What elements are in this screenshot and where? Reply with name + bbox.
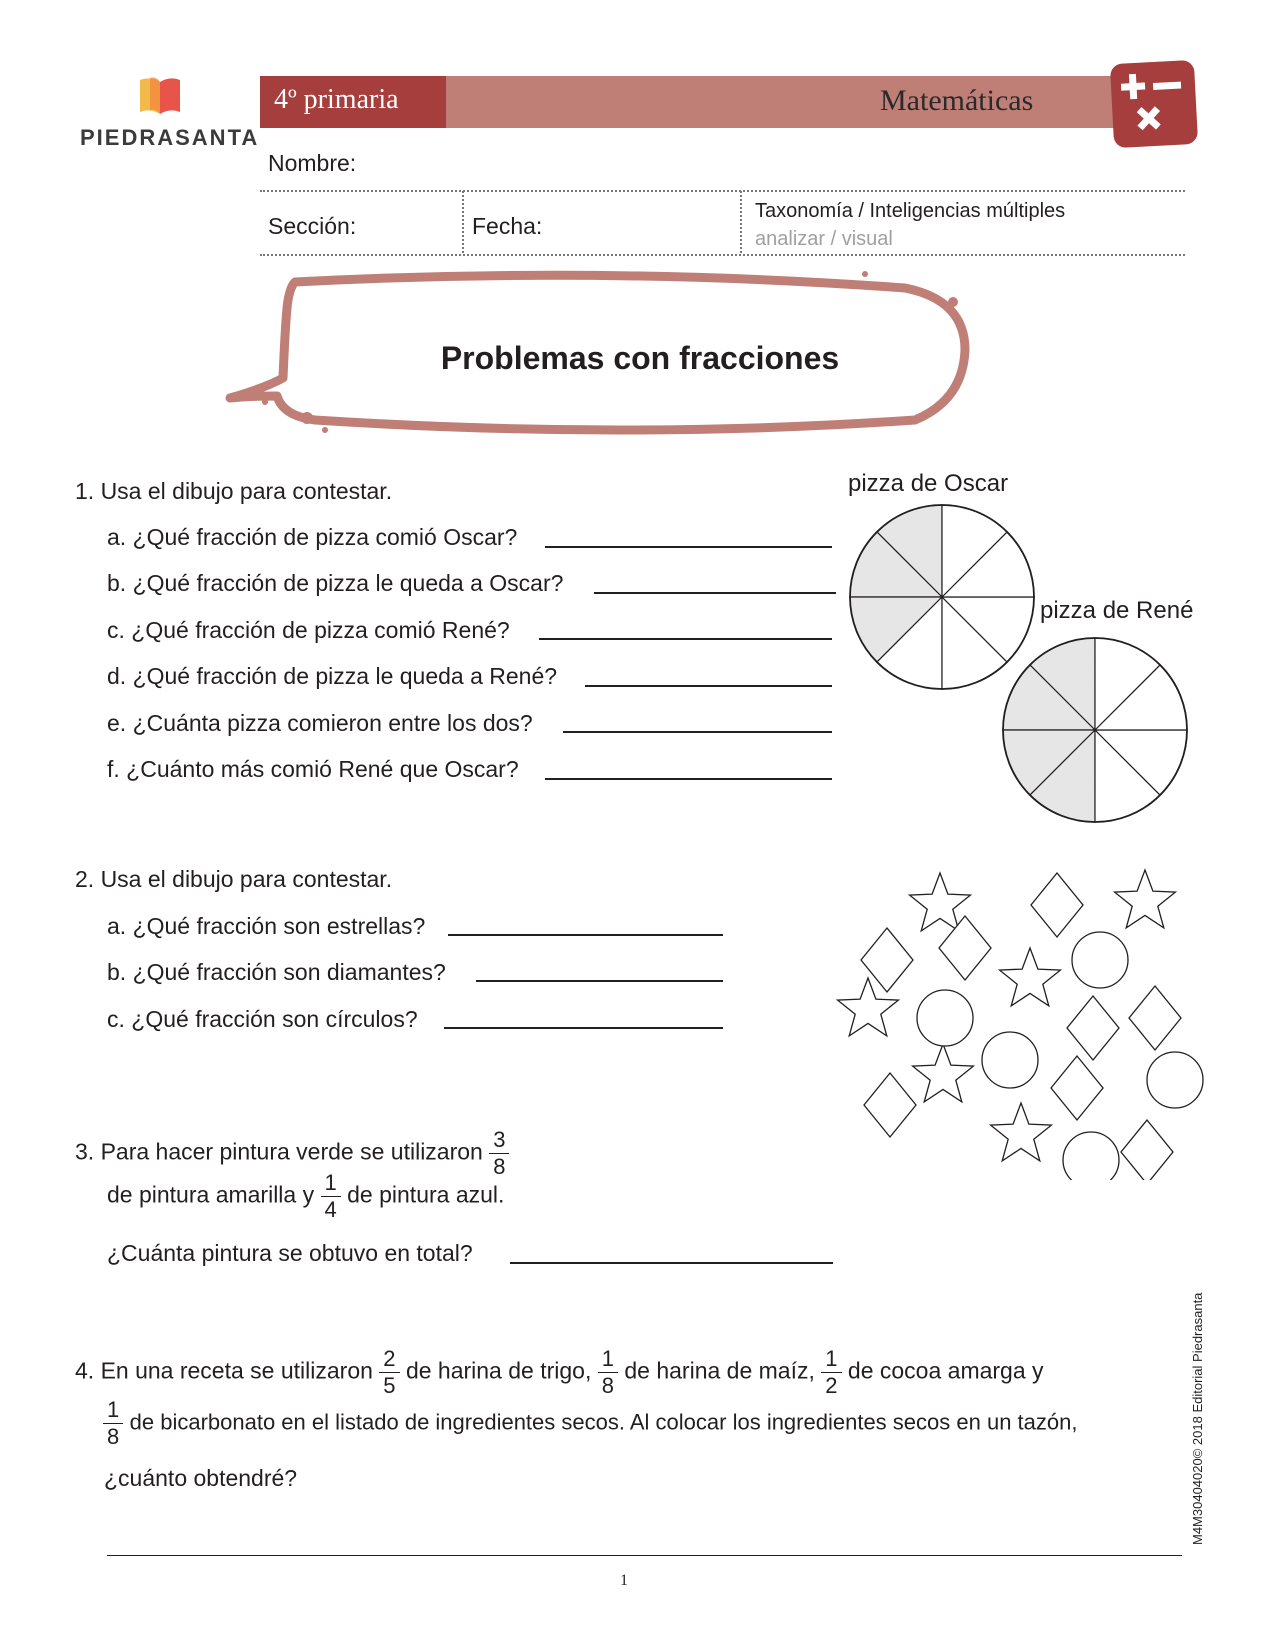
plus-minus-times-icon (1110, 60, 1198, 148)
grade-label: 4º primaria (274, 84, 399, 115)
q3-line2 (107, 1170, 504, 1223)
q4-text: de harina de maíz, (624, 1357, 815, 1384)
star-shape (991, 1103, 1052, 1161)
star-shape (913, 1044, 974, 1102)
fraction (821, 1346, 841, 1399)
fraction (103, 1397, 123, 1450)
answer-line-q1f[interactable] (545, 778, 832, 780)
q1-item-e: e. ¿Cuánta pizza comieron entre los dos? (107, 710, 533, 736)
taxonomy-label: Taxonomía / Inteligencias múltiples (755, 200, 1066, 222)
q4-text: de bicarbonato en el listado de ingredientes secos. Al colocar los ingredientes secos en un tazón, (129, 1409, 1078, 1435)
circle-shape (1063, 1132, 1119, 1180)
q4-line2 (103, 1397, 1077, 1450)
pizza-oscar-label: pizza de Oscar (848, 470, 1009, 497)
q2-item-c: c. ¿Qué fracción son círculos? (107, 1006, 418, 1032)
circle-shape (1072, 932, 1128, 988)
name-field-label: Nombre: (268, 150, 357, 176)
star-shape (1115, 870, 1176, 928)
divider (260, 190, 1185, 192)
copyright-code: M4M3040402​0© 2018 Editorial Piedrasanta (1190, 1292, 1205, 1545)
q4-text: 4. En una receta se utilizaron (75, 1357, 373, 1384)
divider (260, 254, 1185, 256)
diamond-shape (1031, 873, 1083, 937)
numerator: 1 (103, 1397, 123, 1424)
logo-wordmark: PIEDRASANTA (80, 125, 260, 150)
answer-line-q3[interactable] (510, 1262, 833, 1264)
circle-shape (1147, 1052, 1203, 1108)
q4-line1 (75, 1346, 1044, 1399)
fraction (598, 1346, 618, 1399)
pizza-rene (998, 633, 1192, 827)
denominator: 8 (601, 1373, 614, 1398)
numerator: 2 (379, 1346, 399, 1373)
denominator: 4 (324, 1197, 337, 1222)
shapes-figure (835, 860, 1205, 1180)
q1-item-a: a. ¿Qué fracción de pizza comió Oscar? (107, 524, 518, 550)
circle-shape (917, 990, 973, 1046)
denominator: 2 (825, 1373, 838, 1398)
q2-item-b: b. ¿Qué fracción son diamantes? (107, 959, 446, 985)
pizza-rene-label: pizza de René (1040, 597, 1194, 624)
numerator: 1 (598, 1346, 618, 1373)
date-field-label: Fecha: (472, 213, 543, 239)
taxonomy-value: analizar / visual (755, 228, 893, 250)
q1-item-f: f. ¿Cuánto más comió René que Oscar? (107, 756, 519, 782)
numerator: 1 (321, 1170, 341, 1197)
q2-item-a: a. ¿Qué fracción son estrellas? (107, 913, 426, 939)
answer-line-q2a[interactable] (448, 934, 723, 936)
q1-item-b: b. ¿Qué fracción de pizza le queda a Oscar? (107, 570, 564, 596)
fraction (379, 1346, 399, 1399)
circle-shape (982, 1032, 1038, 1088)
diamond-shape (1051, 1056, 1103, 1120)
q4-text: de cocoa amarga y (847, 1357, 1044, 1384)
diamond-shape (864, 1073, 916, 1137)
numerator: 1 (821, 1346, 841, 1373)
page-number: 1 (620, 1572, 628, 1589)
q3-line3: ¿Cuánta pintura se obtuvo en total? (107, 1240, 473, 1266)
q4-line3: ¿cuánto obtendré? (104, 1465, 298, 1491)
star-shape (1000, 948, 1061, 1006)
q1-stem: 1. Usa el dibujo para contestar. (75, 478, 393, 504)
diamond-shape (939, 916, 991, 980)
answer-line-q1d[interactable] (585, 685, 832, 687)
answer-line-q1a[interactable] (545, 546, 832, 548)
diamond-shape (1129, 986, 1181, 1050)
fraction (321, 1170, 341, 1223)
denominator: 5 (383, 1373, 396, 1398)
answer-line-q1e[interactable] (563, 731, 832, 733)
q2-stem: 2. Usa el dibujo para contestar. (75, 866, 393, 892)
q1-item-d: d. ¿Qué fracción de pizza le queda a René? (107, 663, 558, 689)
divider (740, 191, 742, 253)
q3-text: de pintura amarilla y (107, 1181, 315, 1208)
answer-line-q1c[interactable] (539, 638, 832, 640)
answer-line-q2b[interactable] (476, 980, 723, 982)
q3-text: 3. Para hacer pintura verde se utilizaron (75, 1138, 483, 1165)
page-title: Problemas con fracciones (440, 340, 840, 376)
diamond-shape (1067, 996, 1119, 1060)
denominator: 8 (493, 1154, 506, 1179)
piedrasanta-logo-icon (136, 74, 186, 116)
footer-rule (107, 1555, 1182, 1556)
denominator: 8 (107, 1424, 120, 1449)
answer-line-q1b[interactable] (594, 592, 836, 594)
divider (462, 191, 464, 253)
math-badge (1110, 60, 1198, 148)
numerator: 3 (489, 1127, 509, 1154)
subject-label: Matemáticas (880, 84, 1034, 117)
q3-text: de pintura azul. (347, 1181, 505, 1208)
answer-line-q2c[interactable] (444, 1027, 723, 1029)
q4-text: de harina de trigo, (405, 1357, 592, 1384)
diamond-shape (1121, 1120, 1173, 1180)
section-field-label: Sección: (268, 213, 357, 239)
q1-item-c: c. ¿Qué fracción de pizza comió René? (107, 617, 510, 643)
